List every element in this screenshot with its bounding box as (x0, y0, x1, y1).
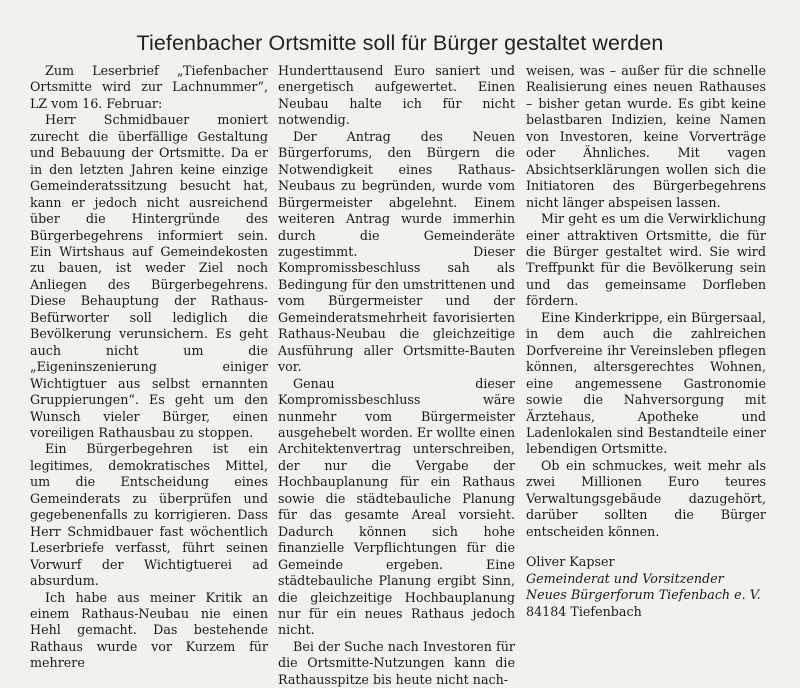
paragraph: Eine Kinderkrippe, ein Bürgersaal, in dem auch die zahlreichen Dorfvereine ihr Vereinsleben pflegen können, altersgerechtes Wohnen, eine angemessene Gastronomie sowie die Nahversorgung mit Ärztehaus, Apotheke und Ladenlokalen sind Bestandteile einer lebendigen Ortsmitte. (526, 309, 766, 457)
paragraph: Ich habe aus meiner Kritik an einem Rathaus-Neubau nie einen Hehl gemacht. Das bestehende Rathaus wurde vor Kurzem für mehrere (30, 589, 268, 671)
paragraph: Ob ein schmuckes, weit mehr als zwei Millionen Euro teures Verwaltungsgebäude dazugehört, darüber sollten die Bürger entscheiden können. (526, 457, 766, 539)
headline: Tiefenbacher Ortsmitte soll für Bürger gestaltet werden (136, 31, 664, 55)
paragraph: Herr Schmidbauer moniert zurecht die überfällige Gestaltung und Bebauung der Ortsmitte. Da er in den letzten Jahren keine einzige Gemeinderatssitzung besucht hat, kann er jedoch nicht ausreichend über die Hintergründe des Bürgerbegehrens informiert sein. Ein Wirtshaus auf Gemeindekosten zu bauen, ist weder Ziel noch Anliegen des Bürgerbegehrens. Diese Behauptung der Rathaus-Befürworter soll lediglich die Bevölkerung verunsichern. Es geht auch nicht um die „Eigeninszenierung einiger Wichtigtuer aus selbst ernannten Gruppierungen“. Es geht um den Wunsch vieler Bürger, einen voreiligen Rathausbau zu stoppen. (30, 112, 268, 440)
text-column-3 (526, 63, 766, 620)
paragraph: Bei der Suche nach Investoren für die Ortsmitte-Nutzungen kann die Rathausspitze bis heute nicht nach- (278, 638, 515, 687)
text-column-2 (278, 63, 515, 688)
text-column-1 (30, 63, 268, 672)
author-name: Oliver Kapser (526, 554, 615, 570)
author-role: Gemeinderat und Vorsitzender (526, 570, 724, 586)
letter-reference: Zum Leserbrief „Tiefenbacher Ortsmitte wird zur Lachnummer“, LZ vom 16. Februar: (30, 63, 268, 111)
paragraph: Mir geht es um die Verwirklichung einer attraktiven Ortsmitte, die für die Bürger gestaltet wird. Sie wird Treffpunkt für die Bevölkerung sein und das gemeinsame Dorfleben fördern. (526, 211, 766, 309)
paragraph: Hunderttausend Euro saniert und energetisch aufgewertet. Einen Neubau halte ich für nicht notwendig. (278, 63, 515, 128)
paragraph: weisen, was – außer für die schnelle Realisierung eines neuen Rathauses – bisher getan wurde. Es gibt keine belastbaren Indizien, keine Namen von Investoren, keine Vorverträge oder Ähnliches. Mit vagen Absichtserklärungen wollen sich die Initiatoren des Bürgerbegehrens nicht länger abspeisen lassen. (526, 63, 766, 210)
author-location: 84184 Tiefenbach (526, 603, 642, 619)
paragraph: Genau dieser Kompromissbeschluss wäre nunmehr vom Bürgermeister ausgehebelt worden. Er wollte einen Architektenvertrag unterschreiben, der nur die Vergabe der Hochbauplanung für ein Rathaus sowie die städtebauliche Planung für das gesamte Areal vorsieht. Dadurch können sich hohe finanzielle Verpflichtungen für die Gemeinde ergeben. Eine städtebauliche Planung ergibt Sinn, die gleichzeitige Hochbauplanung nur für ein neues Rathaus jedoch nicht. (278, 375, 515, 638)
paragraph: Ein Bürgerbegehren ist ein legitimes, demokratisches Mittel, um die Entscheidung eines Gemeinderats zu überprüfen und gegebenenfalls zu korrigieren. Dass Herr Schmidbauer fast wöchentlich Leserbriefe verfasst, führt seinen Vorwurf der Wichtigtuerei ad absurdum. (30, 441, 268, 589)
paragraph: Der Antrag des Neuen Bürgerforums, den Bürgern die Notwendigkeit eines Rathaus-Neubaus zu begründen, wurde vom Bürgermeister abgelehnt. Einem weiteren Antrag wurde immerhin durch die Gemeinderäte zugestimmt. Dieser Kompromissbeschluss sah als Bedingung für den umstrittenen und vom Bürgermeister und der Gemeinderatsmehrheit favorisierten Rathaus-Neubau die gleichzeitige Ausführung aller Ortsmitte-Bauten vor. (278, 128, 515, 375)
author-organization: Neues Bürgerforum Tiefenbach e. V. (526, 587, 761, 603)
signature-block (526, 554, 766, 620)
